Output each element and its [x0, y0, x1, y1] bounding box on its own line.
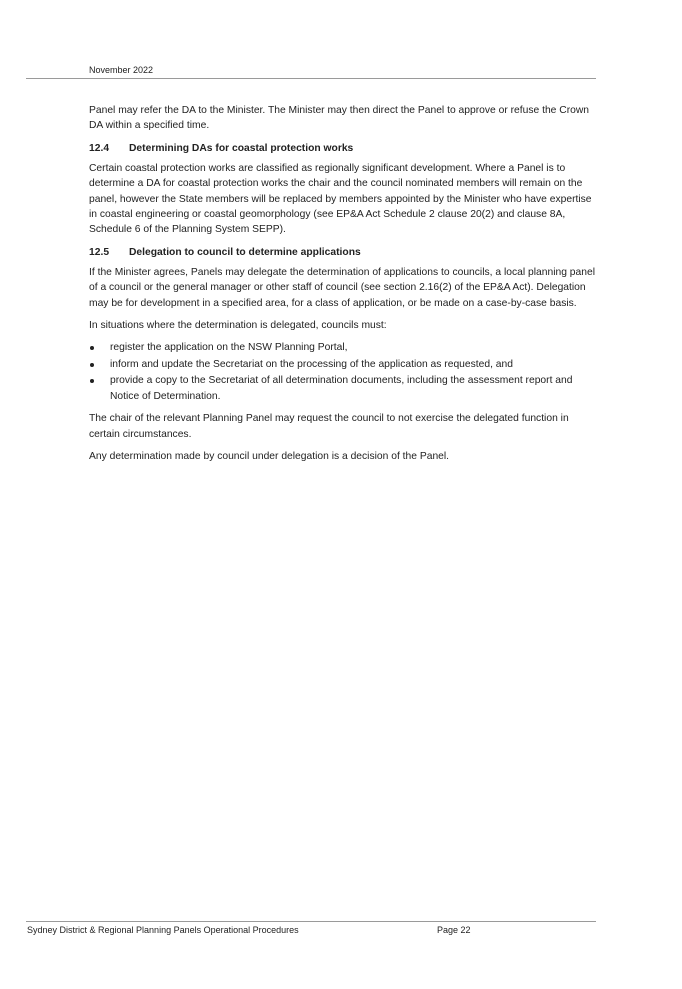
list-item-text: provide a copy to the Secretariat of all determination documents, including the assessment report and Notice of Determination. — [110, 375, 573, 402]
footer-page-number: Page 22 — [437, 925, 471, 935]
section-12-5-heading — [89, 245, 595, 260]
council-obligations-list — [89, 340, 595, 404]
section-12-5-body: If the Minister agrees, Panels may delegate the determination of applications to councils, a local planning panel of a council or the general manager or other staff of council (see section 2.16(2) of the EP&A Act). Delegation may be for development in a specified area, for a class of application, or be made on a case-by-case basis. — [89, 266, 595, 309]
footer-document-title: Sydney District & Regional Planning Panels Operational Procedures — [27, 925, 299, 935]
list-item — [89, 373, 595, 404]
section-12-5-lead-in: In situations where the determination is delegated, councils must: — [89, 320, 387, 332]
bullet-icon — [90, 379, 94, 383]
intro-paragraph: Panel may refer the DA to the Minister. The Minister may then direct the Panel to approve or refuse the Crown DA within a specified time. — [89, 105, 590, 132]
header-date: November 2022 — [89, 65, 154, 75]
list-item — [89, 340, 595, 355]
section-12-4-number: 12.4 — [89, 142, 110, 154]
section-12-5-title: Delegation to council to determine applications — [129, 246, 361, 258]
closing-paragraph: Any determination made by council under delegation is a decision of the Panel. — [89, 450, 450, 462]
section-12-5-number: 12.5 — [89, 246, 110, 258]
list-item-text: register the application on the NSW Planning Portal, — [110, 342, 348, 354]
section-12-4-heading — [89, 141, 595, 156]
section-12-4-title: Determining DAs for coastal protection works — [129, 142, 354, 154]
section-12-4-body: Certain coastal protection works are classified as regionally significant development. Where a Panel is to determine a DA for coastal protection works the chair and the council nominated members will remain on the panel, however the State members will be replaced by members appointed by the Minister who have expertise in coastal engineering or coastal geomorphology (see EP&A Act Schedule 2 clause 20(2) and clause 8A, Schedule 6 of the Planning System SEPP). — [89, 162, 592, 236]
page-content — [89, 103, 595, 471]
footer-divider — [26, 921, 596, 922]
list-item-text: inform and update the Secretariat on the processing of the application as requested, and — [110, 358, 513, 370]
bullet-icon — [90, 346, 94, 350]
list-item — [89, 357, 595, 372]
header-divider — [26, 78, 596, 79]
bullet-icon — [90, 363, 94, 367]
chair-paragraph: The chair of the relevant Planning Panel may request the council to not exercise the delegated function in certain circumstances. — [89, 413, 569, 440]
